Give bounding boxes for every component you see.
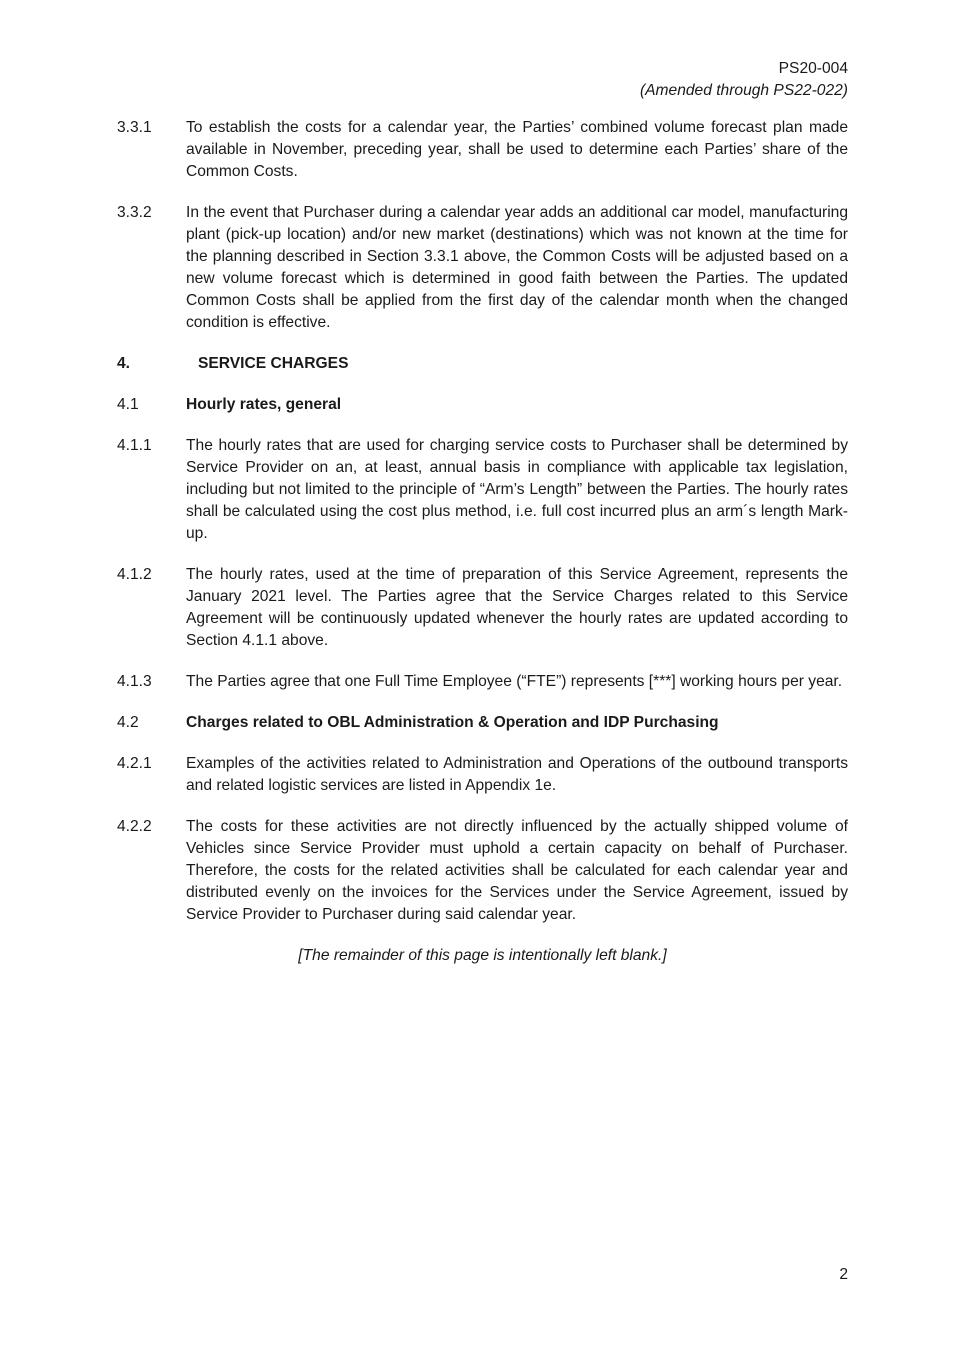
section-4-2-2 — [117, 816, 848, 926]
section-text: The costs for these activities are not directly influenced by the actually shipped volume of Vehicles since Service Provider must uphold a certain capacity on behalf of Purchaser. Therefore, the costs for the related activities shall be calculated for each calendar year and distributed evenly on the invoices for the Services under the Service Agreement, issued by Service Provider to Purchaser during said calendar year. — [186, 818, 848, 923]
section-text: In the event that Purchaser during a calendar year adds an additional car model, manufacturing plant (pick-up location) and/or new market (destinations) which was not known at the time for the planning described in Section 3.3.1 above, the Common Costs will be adjusted based on a new volume forecast which is determined in good faith between the Parties. The updated Common Costs shall be applied from the first day of the calendar month when the changed condition is effective. — [186, 204, 848, 331]
section-number: 4.2.2 — [117, 818, 152, 835]
section-number: 3.3.2 — [117, 204, 152, 221]
section-number: 4. — [117, 355, 131, 372]
section-number: 4.1.3 — [117, 673, 152, 690]
section-number: 3.3.1 — [117, 119, 152, 136]
section-3-3-1 — [117, 117, 848, 183]
section-4-1-1 — [117, 435, 848, 545]
section-3-3-2 — [117, 202, 848, 334]
heading-4-2 — [117, 712, 848, 734]
section-heading: SERVICE CHARGES — [198, 355, 349, 372]
heading-service-charges — [117, 353, 848, 375]
section-number: 4.1 — [117, 396, 139, 413]
section-text: The hourly rates, used at the time of preparation of this Service Agreement, represents the January 2021 level. The Parties agree that the Service Charges related to this Service Agreement will be continuously updated whenever the hourly rates are updated according to Section 4.1.1 above. — [186, 566, 848, 649]
document-body — [117, 117, 848, 967]
section-heading: Hourly rates, general — [186, 396, 342, 413]
section-number: 4.2.1 — [117, 755, 152, 772]
page-number: 2 — [839, 1266, 848, 1283]
section-text: The hourly rates that are used for charging service costs to Purchaser shall be determined by Service Provider on an, at least, annual basis in compliance with applicable tax legislation, including but not limited to the principle of “Arm’s Length” between the Parties. The hourly rates shall be calculated using the cost plus method, i.e. full cost incurred plus an arm´s length Mark-up. — [186, 437, 848, 542]
section-text: Examples of the activities related to Administration and Operations of the outbound transports and related logistic services are listed in Appendix 1e. — [186, 755, 848, 794]
amendment-note: (Amended through PS22-022) — [639, 82, 848, 99]
section-4-1-2 — [117, 564, 848, 652]
document-header — [640, 58, 848, 102]
heading-4-1 — [117, 394, 848, 416]
section-heading: Charges related to OBL Administration & Operation and IDP Purchasing — [186, 714, 719, 731]
section-text: The Parties agree that one Full Time Employee (“FTE”) represents [***] working hours per year. — [186, 673, 843, 690]
section-number: 4.1.1 — [117, 437, 152, 454]
section-number: 4.2 — [117, 714, 139, 731]
blank-page-note: [The remainder of this page is intentionally left blank.] — [298, 947, 667, 964]
section-text: To establish the costs for a calendar year, the Parties’ combined volume forecast plan made available in November, preceding year, shall be used to determine each Parties’ share of the Common Costs. — [186, 119, 848, 180]
section-4-1-3 — [117, 671, 848, 693]
section-number: 4.1.2 — [117, 566, 152, 583]
section-4-2-1 — [117, 753, 848, 797]
document-id: PS20-004 — [778, 60, 848, 77]
